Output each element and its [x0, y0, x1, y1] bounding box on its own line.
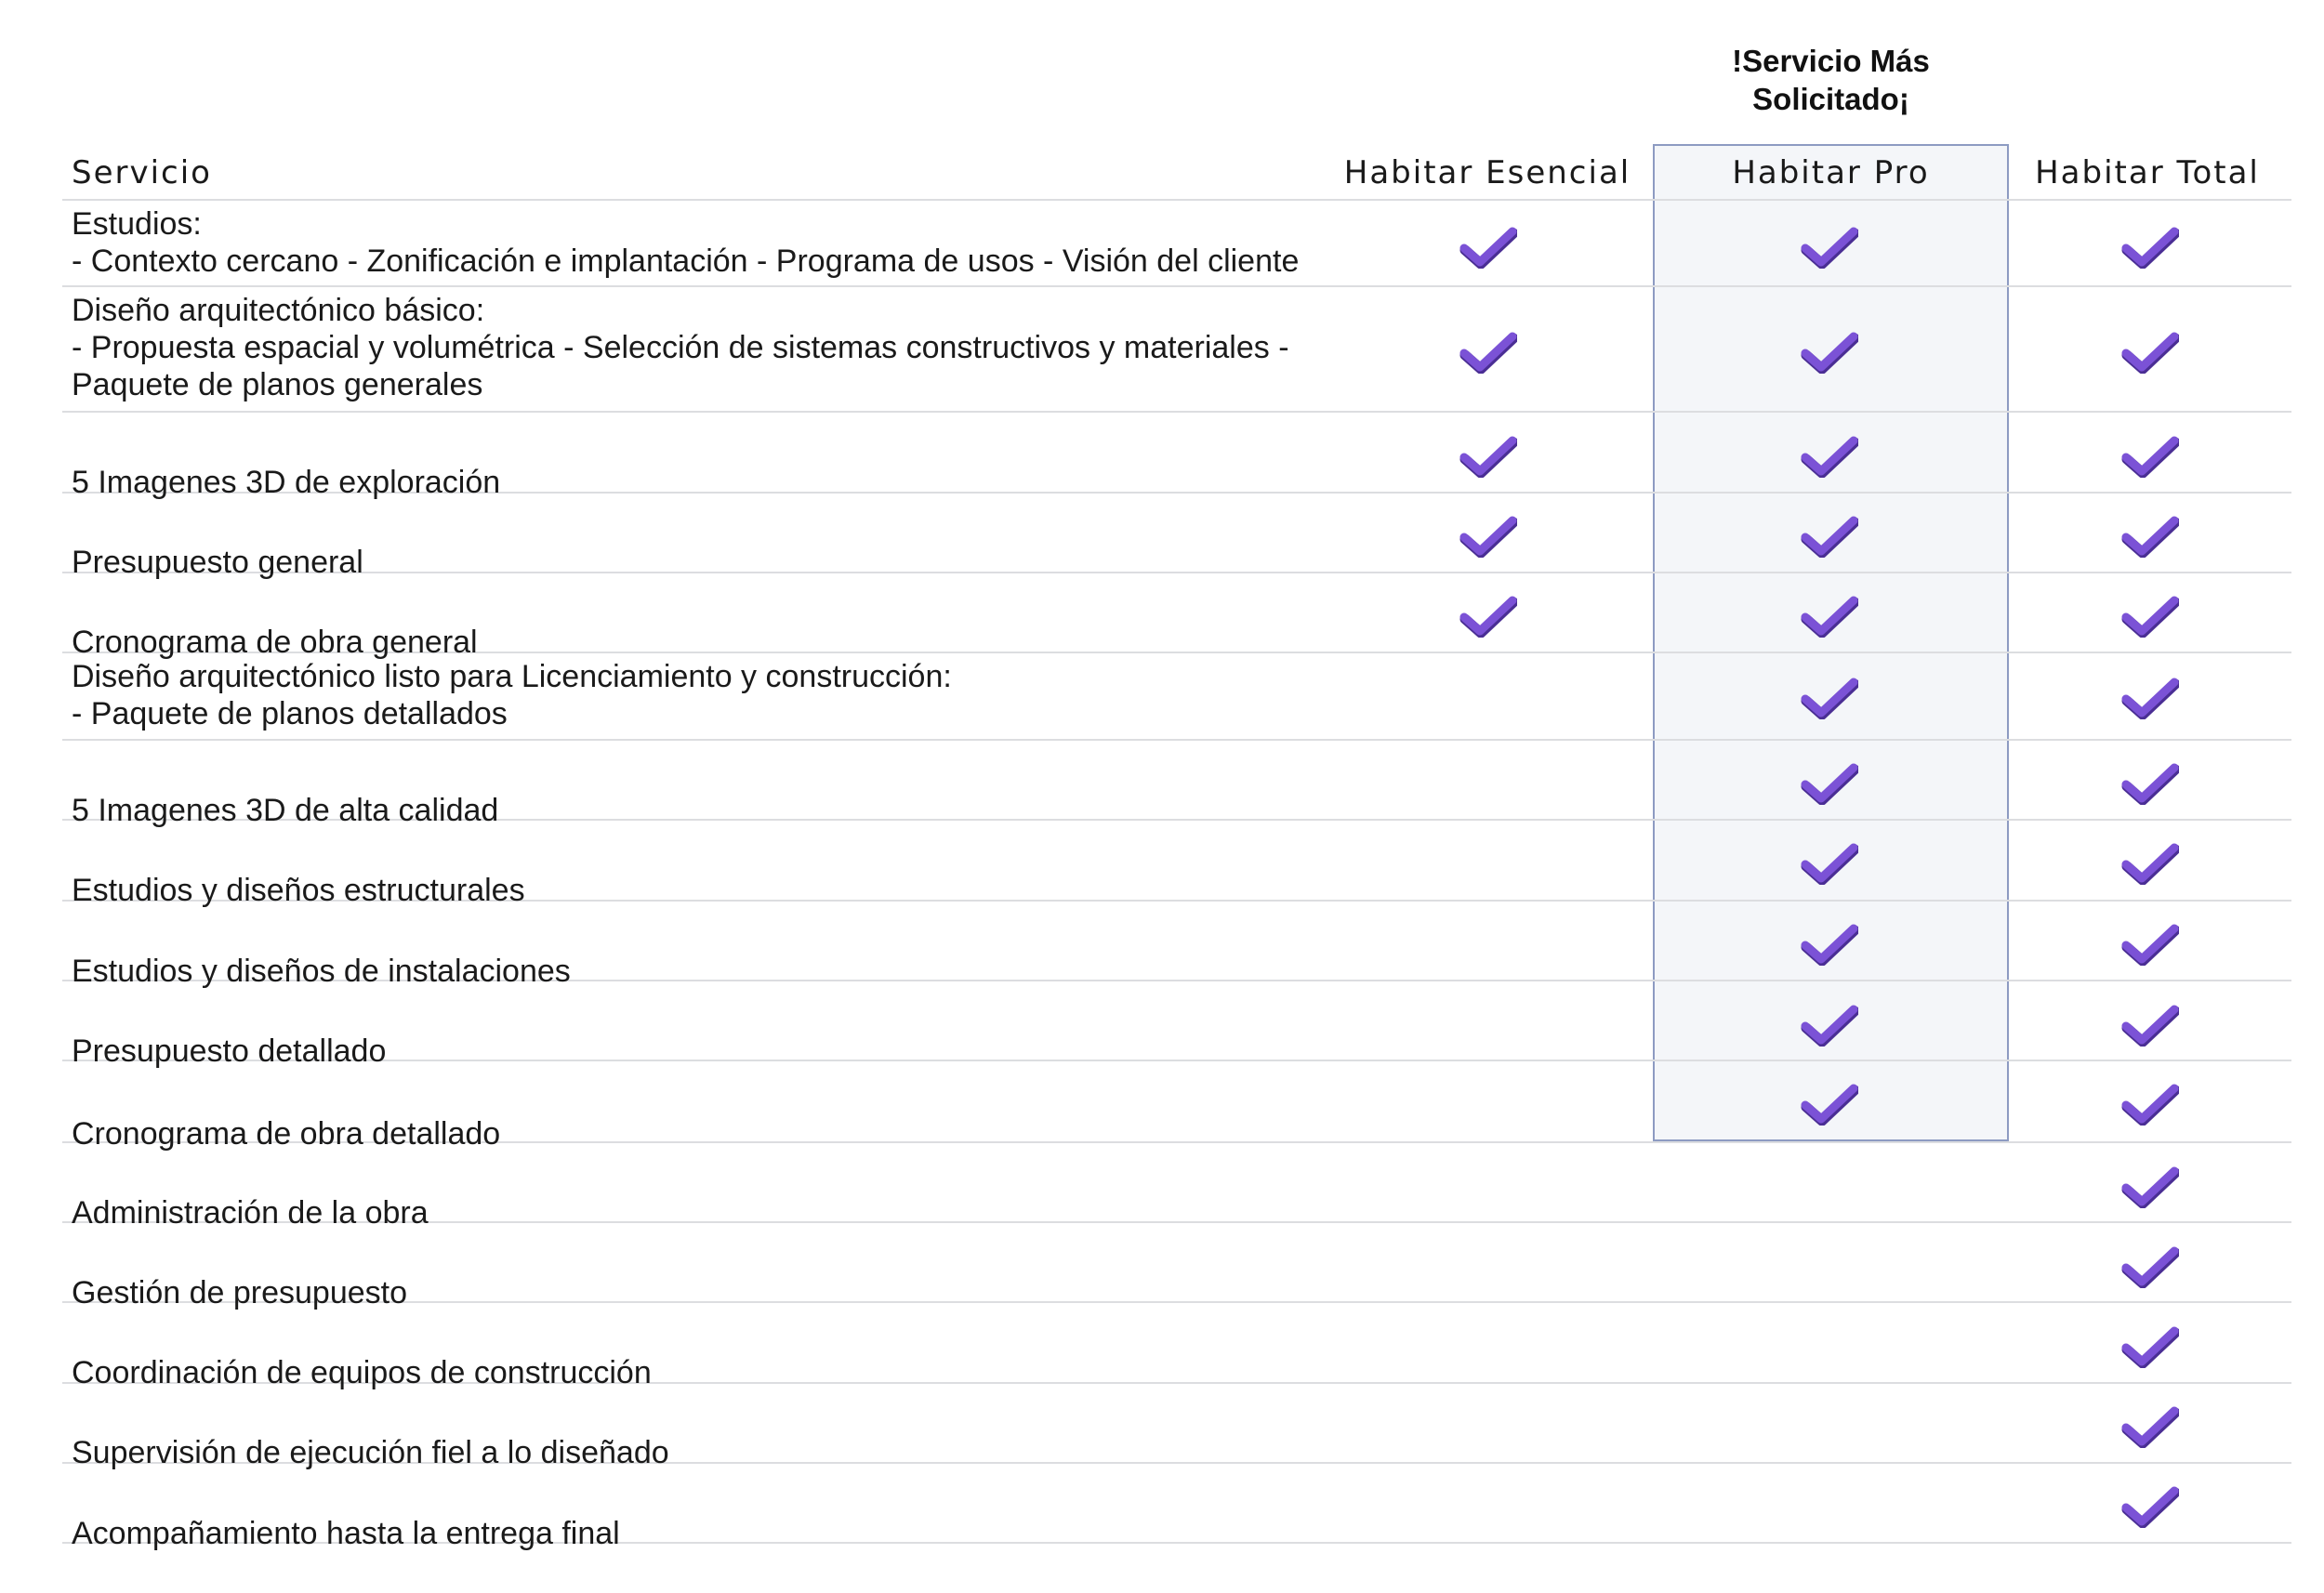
- most-requested-badge: [1653, 42, 2009, 118]
- service-row-line: Estudios y diseños de instalaciones: [72, 954, 571, 989]
- service-row-line: Cronograma de obra general: [72, 625, 478, 660]
- service-row-label: [72, 953, 1317, 990]
- checkmark-icon: [2121, 762, 2179, 805]
- service-row-label: [72, 1033, 1317, 1070]
- service-row-label: [72, 1115, 1317, 1152]
- checkmark-icon: [1801, 435, 1858, 478]
- header-plan-esencial: Habitar Esencial: [1343, 154, 1631, 191]
- checkmark-icon: [2121, 1485, 2179, 1528]
- checkmark-icon: [1801, 226, 1858, 269]
- checkmark-icon: [2121, 1004, 2179, 1047]
- checkmark-icon: [2121, 842, 2179, 885]
- service-row-line: Estudios y diseños estructurales: [72, 873, 525, 908]
- badge-line-1: !Servicio Más: [1732, 44, 1930, 78]
- checkmark-icon: [1459, 435, 1517, 478]
- checkmark-icon: [1459, 331, 1517, 374]
- checkmark-icon: [1801, 762, 1858, 805]
- checkmark-icon: [1459, 226, 1517, 269]
- service-row-line: Coordinación de equipos de construcción: [72, 1355, 652, 1390]
- header-plan-total: Habitar Total: [2035, 154, 2260, 191]
- row-divider: [62, 199, 2291, 201]
- service-row-line: - Paquete de planos detallados: [72, 696, 508, 731]
- checkmark-icon: [2121, 595, 2179, 638]
- service-row-line: Administración de la obra: [72, 1195, 429, 1231]
- service-row-line: Paquete de planos generales: [72, 367, 483, 402]
- checkmark-icon: [2121, 677, 2179, 719]
- header-plan-pro: Habitar Pro: [1732, 154, 1930, 191]
- service-row-line: Diseño arquitectónico listo para Licenciamiento y construcción:: [72, 659, 952, 694]
- service-row-line: Presupuesto detallado: [72, 1033, 387, 1069]
- checkmark-icon: [2121, 1245, 2179, 1288]
- service-row-line: 5 Imagenes 3D de alta calidad: [72, 793, 499, 828]
- service-row-label: [72, 544, 1317, 581]
- service-row-label: [72, 624, 1317, 661]
- service-row-line: Diseño arquitectónico básico:: [72, 293, 485, 328]
- header-service: Servicio: [72, 154, 212, 191]
- service-row-line: Supervisión de ejecución fiel a lo diseñado: [72, 1435, 669, 1470]
- service-row-label: [72, 872, 1317, 909]
- service-row-line: Cronograma de obra detallado: [72, 1116, 501, 1152]
- service-row-line: Estudios:: [72, 206, 202, 242]
- row-divider: [62, 285, 2291, 287]
- checkmark-icon: [2121, 435, 2179, 478]
- service-row-label: [72, 658, 1317, 732]
- checkmark-icon: [1801, 515, 1858, 558]
- badge-line-2: Solicitado¡: [1752, 82, 1909, 116]
- checkmark-icon: [1801, 331, 1858, 374]
- checkmark-icon: [1801, 595, 1858, 638]
- checkmark-icon: [1459, 595, 1517, 638]
- service-row-label: [72, 1434, 1317, 1471]
- service-row-label: [72, 792, 1317, 829]
- service-row-label: [72, 1194, 1317, 1231]
- checkmark-icon: [1801, 1083, 1858, 1126]
- service-row-line: Gestión de presupuesto: [72, 1275, 408, 1310]
- service-row-label: [72, 205, 1317, 280]
- service-row-line: - Propuesta espacial y volumétrica - Selección de sistemas constructivos y materiales -: [72, 330, 1289, 365]
- service-row-line: - Contexto cercano - Zonificación e implantación - Programa de usos - Visión del cliente: [72, 244, 1300, 279]
- checkmark-icon: [2121, 1083, 2179, 1126]
- service-row-line: 5 Imagenes 3D de exploración: [72, 465, 501, 500]
- checkmark-icon: [2121, 1165, 2179, 1208]
- checkmark-icon: [1801, 842, 1858, 885]
- row-divider: [62, 411, 2291, 413]
- checkmark-icon: [2121, 331, 2179, 374]
- service-row-line: Acompañamiento hasta la entrega final: [72, 1516, 620, 1551]
- checkmark-icon: [2121, 226, 2179, 269]
- service-row-label: [72, 292, 1317, 403]
- checkmark-icon: [1801, 923, 1858, 966]
- checkmark-icon: [2121, 515, 2179, 558]
- checkmark-icon: [1459, 515, 1517, 558]
- most-requested-column-highlight: [1653, 144, 2009, 1141]
- row-divider: [62, 739, 2291, 741]
- service-row-label: [72, 1515, 1317, 1552]
- checkmark-icon: [2121, 923, 2179, 966]
- checkmark-icon: [2121, 1325, 2179, 1368]
- service-row-line: Presupuesto general: [72, 545, 363, 580]
- service-row-label: [72, 1274, 1317, 1311]
- checkmark-icon: [1801, 1004, 1858, 1047]
- checkmark-icon: [1801, 677, 1858, 719]
- checkmark-icon: [2121, 1405, 2179, 1448]
- service-row-label: [72, 464, 1317, 501]
- service-row-label: [72, 1354, 1317, 1391]
